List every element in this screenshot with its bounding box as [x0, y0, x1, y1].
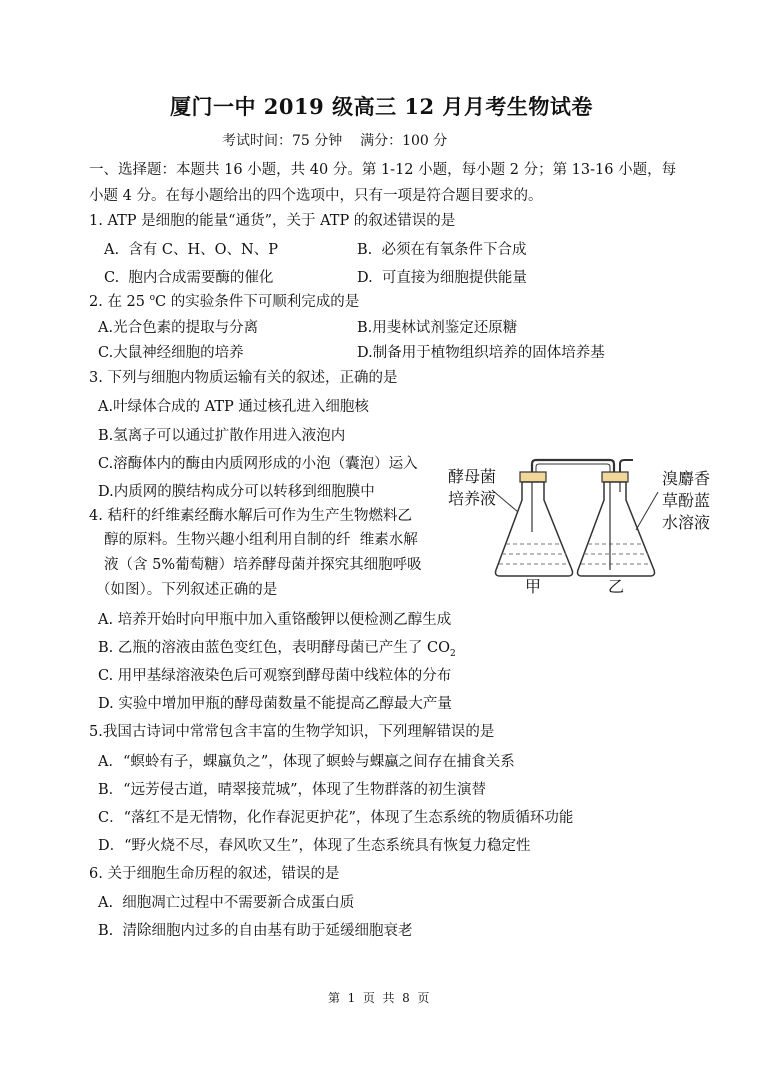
question-2-option-d: D.制备用于植物组织培养的固体培养基: [357, 345, 605, 361]
question-4-stem-line-4: （如图）。下列叙述正确的是: [96, 582, 278, 598]
question-4-stem-line-1: 4. 秸秆的纤维素经酶水解后可作为生产生物燃料乙: [89, 508, 412, 524]
page-title: 厦门一中 2019 级高三 12 月月考生物试卷: [170, 94, 593, 119]
question-4-option-b: B. 乙瓶的溶液由蓝色变红色，表明酵母菌已产生了 $CO_2$: [98, 640, 456, 659]
question-6-option-b: B. 清除细胞内过多的自由基有助于延缓细胞衰老: [98, 923, 413, 939]
question-2-option-a: A.光合色素的提取与分离: [98, 320, 259, 336]
label-flask-jia: 甲: [525, 577, 542, 596]
question-5-option-a: A．“螟蛉有子，蜾蠃负之”，体现了螟蛉与蜾蠃之间存在捕食关系: [98, 754, 515, 770]
question-1-option-c: C. 胞内合成需要酶的催化: [104, 270, 274, 286]
question-5-option-c: C．“落红不是无情物，化作春泥更护花”，体现了生态系统的物质循环功能: [98, 810, 574, 826]
question-4-stem-line-3: 液（含 5%葡萄糖）培养酵母菌并探究其细胞呼吸: [104, 557, 422, 573]
question-6-stem: 6. 关于细胞生命历程的叙述，错误的是: [89, 866, 340, 882]
question-1-stem: 1. ATP 是细胞的能量“通货”，关于 ATP 的叙述错误的是: [89, 213, 456, 229]
question-4-option-d: D. 实验中增加甲瓶的酵母菌数量不能提高乙醇最大产量: [98, 696, 452, 712]
label-indicator-line-3: 水溶液: [662, 513, 711, 532]
page-number: 第 1 页 共 8 页: [328, 991, 430, 1005]
question-5-option-d: D．“野火烧不尽，春风吹又生”，体现了生态系统具有恢复力稳定性: [98, 838, 531, 854]
leader-line-right: [636, 492, 658, 530]
flask-yi: [578, 472, 655, 576]
section-intro-line-2: 小题 4 分。在每小题给出的四个选项中，只有一项是符合题目要求的。: [89, 188, 543, 204]
label-indicator-line-2: 草酚蓝: [662, 491, 711, 510]
label-yeast-medium-line-1: 酵母菌: [448, 467, 497, 486]
question-3-option-a: A.叶绿体合成的 ATP 通过核孔进入细胞核: [98, 399, 369, 415]
flask-jia: [496, 472, 573, 576]
question-1-option-a: A. 含有 C、H、O、N、P: [104, 242, 278, 258]
question-5-stem: 5.我国古诗词中常常包含丰富的生物学知识，下列理解错误的是: [89, 724, 495, 740]
exam-info: 考试时间：75 分钟 满分：100 分: [222, 133, 448, 149]
section-intro-line-1: 一、选择题：本题共 16 小题，共 40 分。第 1-12 小题，每小题 2 分；第 13-16 小题，每: [89, 162, 677, 178]
question-2-option-b: B.用斐林试剂鉴定还原糖: [357, 320, 518, 336]
question-4-option-c: C. 用甲基绿溶液染色后可观察到酵母菌中线粒体的分布: [98, 668, 452, 684]
question-4-stem-line-2: 醇的原料。生物兴趣小组利用自制的纤 维素水解: [104, 532, 418, 548]
question-6-option-a: A. 细胞凋亡过程中不需要新合成蛋白质: [98, 895, 355, 911]
question-1-option-b: B. 必须在有氧条件下合成: [357, 242, 527, 258]
question-5-option-b: B．“远芳侵古道，晴翠接荒城”，体现了生物群落的初生演替: [98, 782, 486, 798]
label-flask-yi: 乙: [608, 577, 625, 596]
label-yeast-medium-line-2: 培养液: [448, 489, 497, 508]
question-3-option-b: B.氢离子可以通过扩散作用进入液泡内: [98, 428, 346, 444]
yeast-respiration-figure: [440, 452, 720, 602]
question-1-option-d: D. 可直接为细胞提供能量: [357, 270, 527, 286]
question-3-option-c: C.溶酶体内的酶由内质网形成的小泡（囊泡）运入: [98, 456, 418, 472]
question-2-stem: 2. 在 25 $^o$C 的实验条件下可顺利完成的是: [89, 293, 360, 310]
question-3-option-d: D.内质网的膜结构成分可以转移到细胞膜中: [98, 484, 375, 500]
question-4-option-a: A. 培养开始时向甲瓶中加入重铬酸钾以便检测乙醇生成: [98, 612, 452, 628]
question-2-option-c: C.大鼠神经细胞的培养: [98, 345, 244, 361]
label-indicator-line-1: 溴麝香: [662, 469, 711, 488]
question-3-stem: 3. 下列与细胞内物质运输有关的叙述，正确的是: [89, 370, 398, 386]
